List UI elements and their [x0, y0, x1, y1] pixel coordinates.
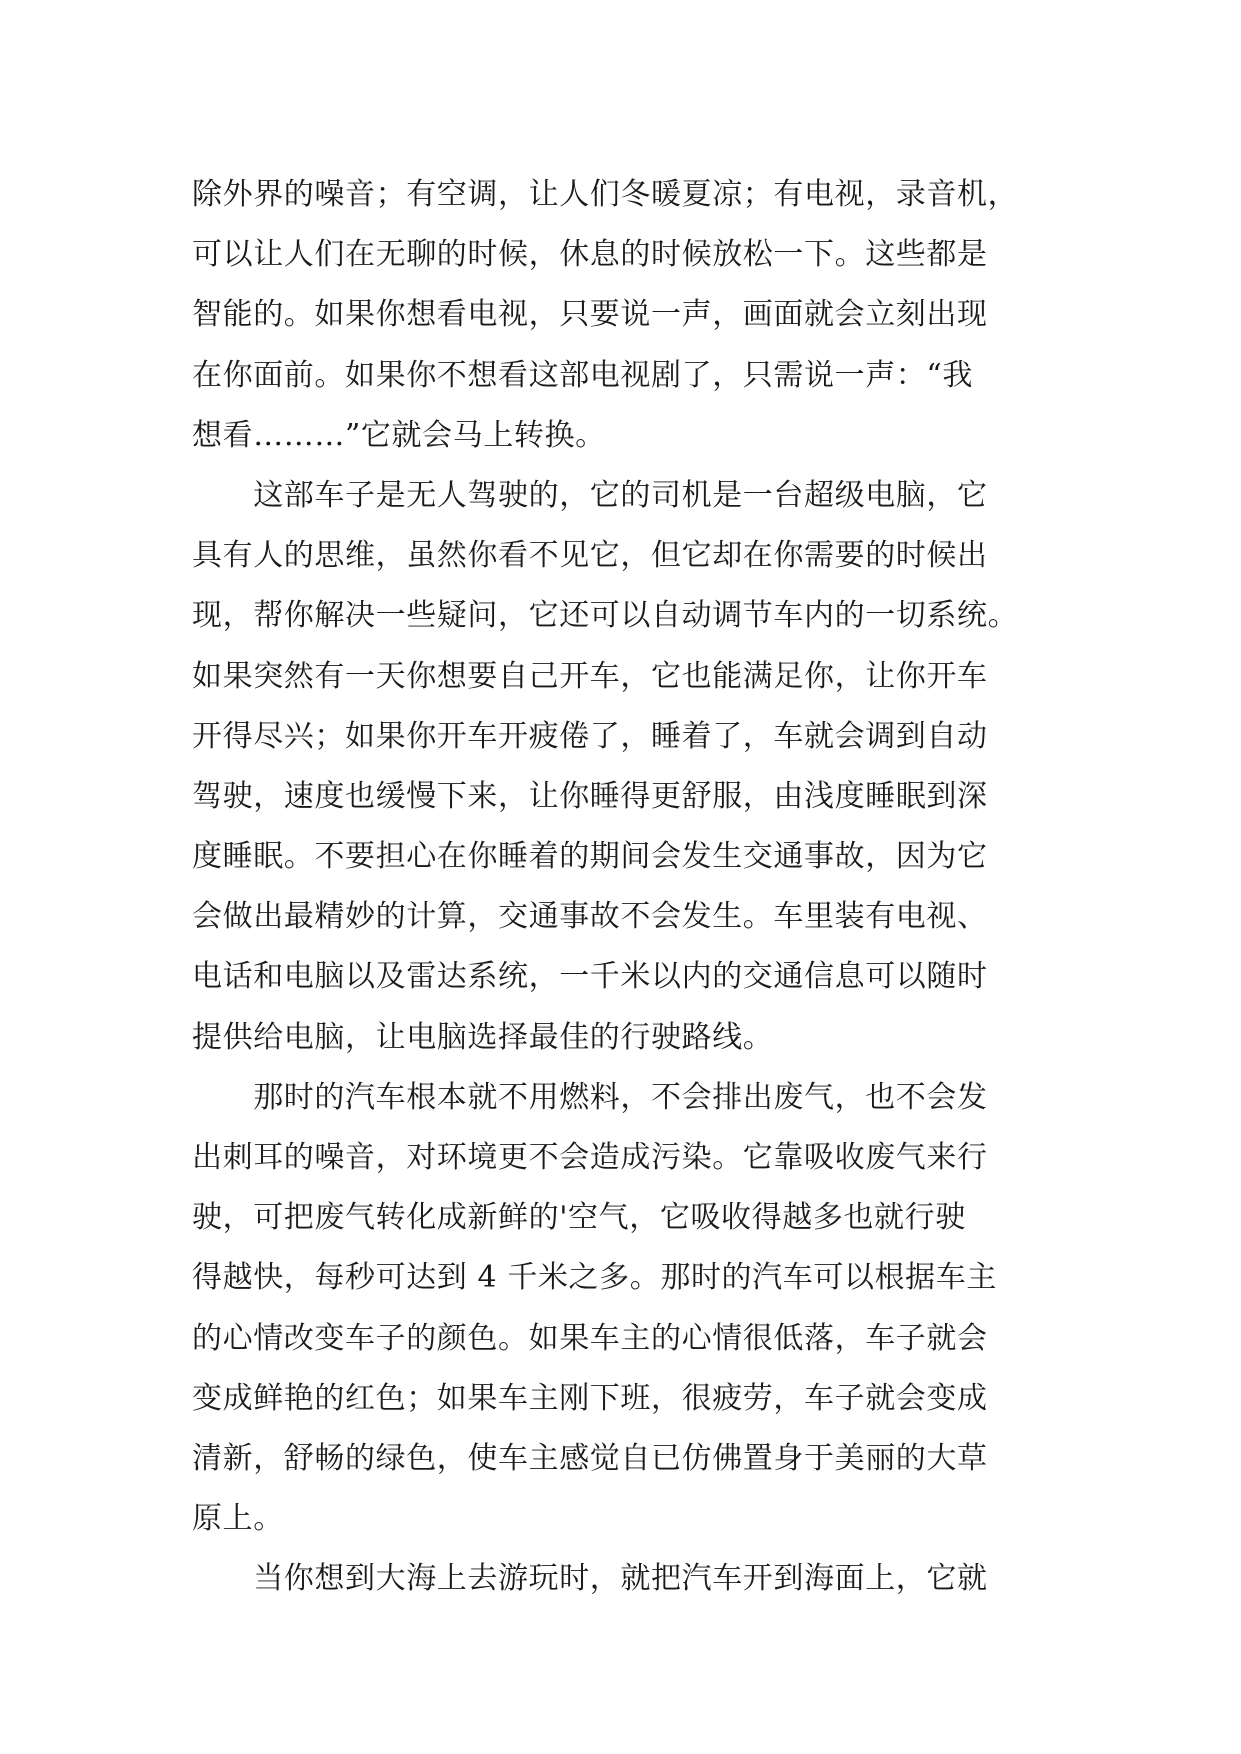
text-line: 如果突然有一天你想要自己开车，它也能满足你，让你开车: [192, 658, 988, 694]
text-line: 的心情改变车子的颜色。如果车主的心情很低落，车子就会: [192, 1320, 988, 1356]
text-line: 开得尽兴；如果你开车开疲倦了，睡着了，车就会调到自动: [192, 718, 988, 754]
text-line: 在你面前。如果你不想看这部电视剧了，只需说一声：“我: [192, 357, 973, 393]
text-line: 智能的。如果你想看电视，只要说一声，画面就会立刻出现: [192, 297, 988, 333]
text-line: 变成鲜艳的红色；如果车主刚下班，很疲劳，车子就会变成: [192, 1380, 988, 1416]
text-line: 这部车子是无人驾驶的，它的司机是一台超级电脑，它: [192, 477, 988, 513]
text-line: 提供给电脑，让电脑选择最佳的行驶路线。: [192, 1019, 774, 1055]
text-line: 驾驶，速度也缓慢下来，让你睡得更舒服，由浅度睡眠到深: [192, 778, 988, 814]
text-line: 原上。: [192, 1501, 284, 1537]
text-line: 会做出最精妙的计算，交通事故不会发生。车里装有电视、: [192, 899, 988, 935]
text-line: 现，帮你解决一些疑问，它还可以自动调节车内的一切系统。: [192, 598, 1019, 634]
text-line: 当你想到大海上去游玩时，就把汽车开到海面上，它就: [192, 1561, 988, 1597]
text-line: 除外界的噪音；有空调，让人们冬暖夏凉；有电视，录音机，: [192, 177, 1019, 212]
text-line: 电话和电脑以及雷达系统，一千米以内的交通信息可以随时: [192, 959, 988, 995]
text-line: 想看………”它就会马上转换。: [192, 417, 606, 453]
text-line: 度睡眠。不要担心在你睡着的期间会发生交通事故，因为它: [192, 839, 988, 875]
text-line: 具有人的思维，虽然你看不见它，但它却在你需要的时候出: [192, 538, 988, 574]
text-line: 清新，舒畅的绿色，使车主感觉自已仿佛置身于美丽的大草: [192, 1440, 988, 1476]
text-line: 出刺耳的噪音，对环境更不会造成污染。它靠吸收废气来行: [192, 1140, 988, 1175]
text-line: 驶，可把废气转化成新鲜的'空气，它吸收得越多也就行驶: [192, 1200, 966, 1236]
text-line: 那时的汽车根本就不用燃料，不会排出废气，也不会发: [192, 1079, 988, 1115]
body-text: [192, 165, 1052, 1610]
text-line: 得越快，每秒可达到 4 千米之多。那时的汽车可以根据车主: [192, 1260, 997, 1296]
text-line: 可以让人们在无聊的时候，休息的时候放松一下。这些都是: [192, 237, 988, 273]
